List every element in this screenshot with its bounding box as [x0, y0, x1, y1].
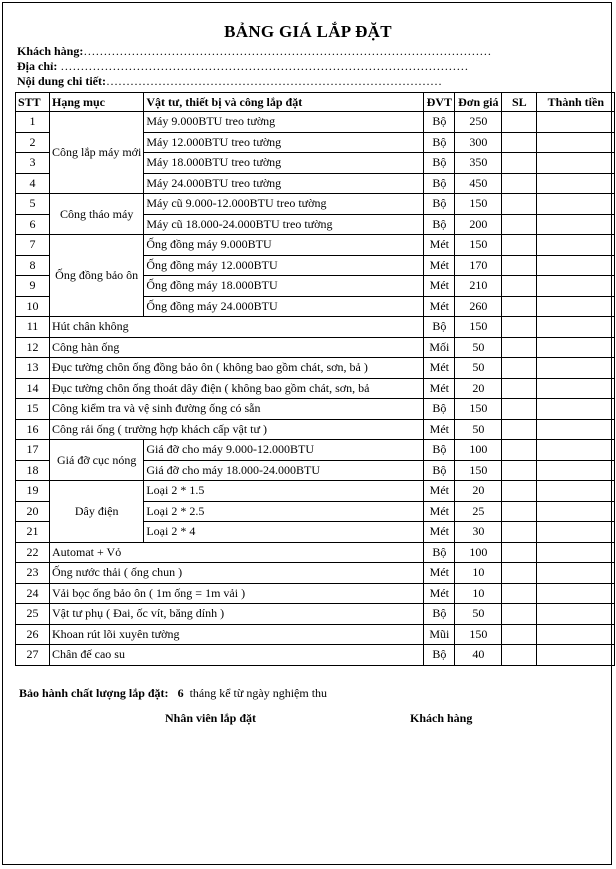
table-row: [16, 481, 615, 502]
table-row: [16, 583, 615, 604]
row-stt: 15: [16, 399, 50, 420]
row-stt: 4: [16, 173, 50, 194]
table-row: [16, 563, 615, 584]
category-cell: Giá đỡ cục nóng: [50, 440, 144, 481]
header-unit: ĐVT: [424, 93, 455, 112]
row-unit: Mét: [424, 481, 455, 502]
row-total: [537, 542, 615, 563]
row-unit: Bộ: [424, 604, 455, 625]
row-quantity: [502, 112, 537, 133]
table-row: [16, 317, 615, 338]
row-unit: Bộ: [424, 542, 455, 563]
row-total: [537, 194, 615, 215]
header-stt: STT: [16, 93, 50, 112]
row-stt: 16: [16, 419, 50, 440]
row-unit: Mét: [424, 501, 455, 522]
row-quantity: [502, 399, 537, 420]
row-item: Loại 2 * 4: [144, 522, 424, 543]
row-unit: Bộ: [424, 153, 455, 174]
row-item: Máy cũ 18.000-24.000BTU treo tường: [144, 214, 424, 235]
row-stt: 22: [16, 542, 50, 563]
row-stt: 13: [16, 358, 50, 379]
row-item: Công rải ống ( trường hợp khách cấp vật tư ): [50, 419, 424, 440]
row-stt: 5: [16, 194, 50, 215]
row-price: 210: [455, 276, 502, 297]
row-quantity: [502, 214, 537, 235]
row-quantity: [502, 296, 537, 317]
row-item: Vật tư phụ ( Đai, ốc vít, băng dính ): [50, 604, 424, 625]
row-price: 150: [455, 235, 502, 256]
row-stt: 19: [16, 481, 50, 502]
row-total: [537, 173, 615, 194]
row-price: 170: [455, 255, 502, 276]
details-line: [17, 74, 442, 89]
row-quantity: [502, 645, 537, 666]
table-header-row: [16, 93, 615, 112]
row-total: [537, 358, 615, 379]
row-stt: 8: [16, 255, 50, 276]
table-row: [16, 378, 615, 399]
row-unit: Mét: [424, 522, 455, 543]
row-quantity: [502, 501, 537, 522]
row-item: Vải bọc ống bảo ôn ( 1m ống = 1m vải ): [50, 583, 424, 604]
address-label: Địa chỉ:: [17, 59, 58, 73]
row-unit: Mét: [424, 358, 455, 379]
row-item: Máy 12.000BTU treo tường: [144, 132, 424, 153]
row-price: 150: [455, 624, 502, 645]
customer-dots: …………………………………………………………………………………………: [83, 44, 492, 58]
row-quantity: [502, 460, 537, 481]
row-unit: Bộ: [424, 440, 455, 461]
row-total: [537, 378, 615, 399]
row-quantity: [502, 440, 537, 461]
row-unit: Bộ: [424, 173, 455, 194]
row-total: [537, 296, 615, 317]
row-price: 150: [455, 399, 502, 420]
row-price: 30: [455, 522, 502, 543]
row-unit: Bộ: [424, 214, 455, 235]
row-item: Đục tường chôn ống đồng bảo ôn ( không bao gồm chát, sơn, bả ): [50, 358, 424, 379]
row-item: Máy 9.000BTU treo tường: [144, 112, 424, 133]
header-total: Thành tiền: [537, 93, 615, 112]
row-quantity: [502, 604, 537, 625]
row-unit: Mét: [424, 296, 455, 317]
row-item: Máy 24.000BTU treo tường: [144, 173, 424, 194]
row-stt: 18: [16, 460, 50, 481]
row-price: 300: [455, 132, 502, 153]
row-quantity: [502, 481, 537, 502]
row-stt: 10: [16, 296, 50, 317]
row-stt: 7: [16, 235, 50, 256]
category-cell: Dây điện: [50, 481, 144, 543]
row-stt: 20: [16, 501, 50, 522]
row-item: Ống đồng máy 24.000BTU: [144, 296, 424, 317]
row-item: Khoan rút lõi xuyên tường: [50, 624, 424, 645]
row-price: 250: [455, 112, 502, 133]
row-quantity: [502, 194, 537, 215]
row-unit: Mét: [424, 583, 455, 604]
row-stt: 26: [16, 624, 50, 645]
row-unit: Bộ: [424, 112, 455, 133]
row-quantity: [502, 173, 537, 194]
row-unit: Mét: [424, 276, 455, 297]
details-label: Nội dung chi tiết:: [17, 74, 107, 88]
row-total: [537, 419, 615, 440]
row-unit: Bộ: [424, 317, 455, 338]
table-row: [16, 399, 615, 420]
row-price: 10: [455, 563, 502, 584]
table-row: [16, 112, 615, 133]
row-item: Ống đồng máy 9.000BTU: [144, 235, 424, 256]
row-total: [537, 112, 615, 133]
row-total: [537, 481, 615, 502]
customer-label: Khách hàng:: [17, 44, 84, 58]
row-stt: 27: [16, 645, 50, 666]
row-total: [537, 214, 615, 235]
signature-customer: Khách hàng: [410, 711, 473, 725]
row-price: 260: [455, 296, 502, 317]
row-item: Công kiểm tra và vệ sinh đường ống có sẵn: [50, 399, 424, 420]
price-table: [15, 92, 615, 666]
row-quantity: [502, 563, 537, 584]
row-unit: Bộ: [424, 460, 455, 481]
row-price: 40: [455, 645, 502, 666]
row-unit: Mét: [424, 255, 455, 276]
row-item: Giá đỡ cho máy 9.000-12.000BTU: [144, 440, 424, 461]
row-quantity: [502, 255, 537, 276]
table-row: [16, 645, 615, 666]
row-item: Máy cũ 9.000-12.000BTU treo tường: [144, 194, 424, 215]
row-item: Loại 2 * 1.5: [144, 481, 424, 502]
row-stt: 14: [16, 378, 50, 399]
row-price: 50: [455, 358, 502, 379]
table-row: [16, 337, 615, 358]
row-quantity: [502, 358, 537, 379]
row-price: 350: [455, 153, 502, 174]
row-quantity: [502, 624, 537, 645]
warranty-suffix: tháng kể từ ngày nghiệm thu: [189, 686, 328, 700]
row-total: [537, 255, 615, 276]
row-unit: Bộ: [424, 645, 455, 666]
row-quantity: [502, 419, 537, 440]
row-quantity: [502, 378, 537, 399]
table-row: [16, 419, 615, 440]
category-cell: Công lắp máy mới: [50, 112, 144, 194]
customer-line: [17, 44, 491, 59]
header-item: Vật tư, thiết bị và công lắp đặt: [144, 93, 424, 112]
row-unit: Mét: [424, 419, 455, 440]
row-total: [537, 563, 615, 584]
row-price: 150: [455, 194, 502, 215]
row-price: 50: [455, 337, 502, 358]
row-quantity: [502, 235, 537, 256]
row-quantity: [502, 276, 537, 297]
row-price: 150: [455, 460, 502, 481]
row-unit: Mét: [424, 563, 455, 584]
warranty-label: Bảo hành chất lượng lắp đặt:: [19, 686, 169, 700]
signature-staff: Nhân viên lắp đặt: [165, 711, 257, 725]
row-stt: 24: [16, 583, 50, 604]
row-stt: 9: [16, 276, 50, 297]
category-cell: Công tháo máy: [50, 194, 144, 235]
row-total: [537, 583, 615, 604]
row-unit: Mối: [424, 337, 455, 358]
row-stt: 6: [16, 214, 50, 235]
row-item: Giá đỡ cho máy 18.000-24.000BTU: [144, 460, 424, 481]
row-stt: 2: [16, 132, 50, 153]
warranty-value: 6: [177, 686, 184, 700]
row-quantity: [502, 153, 537, 174]
row-item: Ống đồng máy 18.000BTU: [144, 276, 424, 297]
address-line: [17, 59, 468, 74]
row-price: 20: [455, 481, 502, 502]
row-quantity: [502, 317, 537, 338]
row-total: [537, 317, 615, 338]
table-row: [16, 358, 615, 379]
row-unit: Mét: [424, 378, 455, 399]
header-price: Đơn giá: [455, 93, 502, 112]
row-price: 450: [455, 173, 502, 194]
row-item: Ống đồng máy 12.000BTU: [144, 255, 424, 276]
row-price: 150: [455, 317, 502, 338]
row-unit: Mét: [424, 235, 455, 256]
row-total: [537, 399, 615, 420]
row-price: 200: [455, 214, 502, 235]
row-total: [537, 440, 615, 461]
row-item: Ống nước thải ( ống chun ): [50, 563, 424, 584]
row-stt: 17: [16, 440, 50, 461]
row-total: [537, 153, 615, 174]
table-row: [16, 235, 615, 256]
row-unit: Bộ: [424, 194, 455, 215]
row-quantity: [502, 522, 537, 543]
row-quantity: [502, 583, 537, 604]
header-category: Hạng mục: [50, 93, 144, 112]
table-row: [16, 604, 615, 625]
row-item: Công hàn ống: [50, 337, 424, 358]
warranty-line: [19, 686, 327, 701]
row-total: [537, 337, 615, 358]
row-total: [537, 460, 615, 481]
row-unit: Bộ: [424, 132, 455, 153]
details-dots: …………………………………………………………………………: [106, 74, 443, 88]
row-price: 20: [455, 378, 502, 399]
row-total: [537, 522, 615, 543]
table-row: [16, 542, 615, 563]
row-item: Automat + Vỏ: [50, 542, 424, 563]
row-item: Chân đế cao su: [50, 645, 424, 666]
row-total: [537, 276, 615, 297]
row-total: [537, 624, 615, 645]
row-price: 10: [455, 583, 502, 604]
row-stt: 11: [16, 317, 50, 338]
header-quantity: SL: [502, 93, 537, 112]
row-stt: 3: [16, 153, 50, 174]
row-item: Đục tường chôn ống thoát dây điện ( không bao gồm chát, sơn, bả: [50, 378, 424, 399]
row-total: [537, 235, 615, 256]
row-item: Loại 2 * 2.5: [144, 501, 424, 522]
row-unit: Bộ: [424, 399, 455, 420]
table-row: [16, 624, 615, 645]
row-total: [537, 501, 615, 522]
row-quantity: [502, 337, 537, 358]
row-total: [537, 645, 615, 666]
row-stt: 21: [16, 522, 50, 543]
row-total: [537, 132, 615, 153]
row-quantity: [502, 542, 537, 563]
table-row: [16, 194, 615, 215]
row-price: 100: [455, 542, 502, 563]
address-dots: …………………………………………………………………………………………: [57, 59, 469, 73]
category-cell: Ống đồng bảo ôn: [50, 235, 144, 317]
row-stt: 25: [16, 604, 50, 625]
row-item: Hút chân không: [50, 317, 424, 338]
row-stt: 12: [16, 337, 50, 358]
row-price: 25: [455, 501, 502, 522]
row-stt: 1: [16, 112, 50, 133]
row-price: 50: [455, 604, 502, 625]
row-price: 50: [455, 419, 502, 440]
row-stt: 23: [16, 563, 50, 584]
row-unit: Mũi: [424, 624, 455, 645]
table-row: [16, 440, 615, 461]
document-title: BẢNG GIÁ LẮP ĐẶT: [224, 22, 392, 41]
row-item: Máy 18.000BTU treo tường: [144, 153, 424, 174]
row-price: 100: [455, 440, 502, 461]
row-quantity: [502, 132, 537, 153]
row-total: [537, 604, 615, 625]
